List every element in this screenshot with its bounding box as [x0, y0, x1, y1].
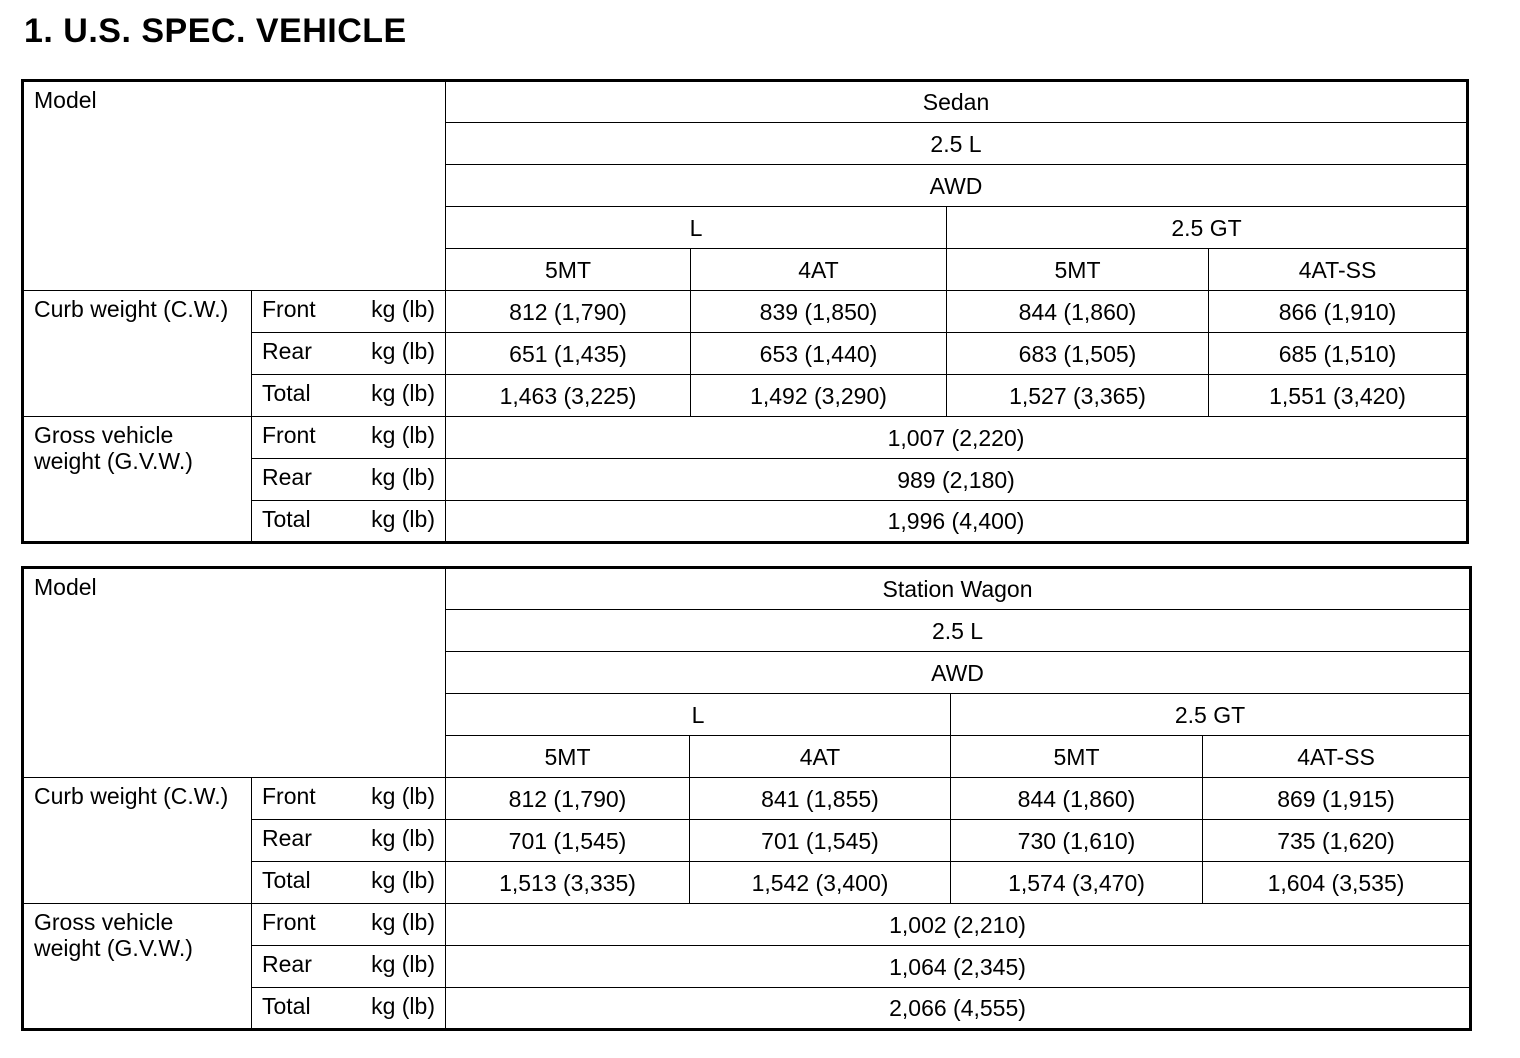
transmission-header: 4AT [690, 736, 951, 778]
table-row [23, 417, 1468, 459]
weight-value: 1,604 (3,535) [1203, 862, 1471, 904]
transmission-header: 5MT [951, 736, 1203, 778]
weight-value: 869 (1,915) [1203, 778, 1471, 820]
weight-value: 683 (1,505) [947, 333, 1209, 375]
gvw-label: Gross vehicle weight (G.V.W.) [23, 417, 252, 543]
weight-value: 866 (1,910) [1209, 291, 1468, 333]
curb-weight-label: Curb weight (C.W.) [23, 291, 252, 417]
weight-value: 1,463 (3,225) [446, 375, 691, 417]
row-unit: kg (lb) [371, 506, 435, 532]
header-row-body [23, 568, 1471, 610]
row-unit: kg (lb) [371, 867, 435, 893]
row-unit: kg (lb) [371, 296, 435, 322]
weight-value: 812 (1,790) [446, 778, 690, 820]
row-position: Rear [262, 825, 312, 851]
grade-header: 2.5 GT [951, 694, 1471, 736]
row-position: Front [262, 783, 316, 809]
transmission-header: 4AT [691, 249, 947, 291]
body-type: Station Wagon [446, 568, 1471, 610]
weight-value: 1,542 (3,400) [690, 862, 951, 904]
gvw-value: 989 (2,180) [446, 459, 1468, 501]
weight-value: 1,551 (3,420) [1209, 375, 1468, 417]
row-position: Total [262, 380, 311, 406]
model-label: Model [23, 81, 446, 291]
gvw-value: 1,996 (4,400) [446, 501, 1468, 543]
weight-value: 1,574 (3,470) [951, 862, 1203, 904]
row-item [252, 501, 446, 543]
weight-value: 730 (1,610) [951, 820, 1203, 862]
row-position: Front [262, 296, 316, 322]
engine-displacement: 2.5 L [446, 123, 1468, 165]
table-row [23, 904, 1471, 946]
row-position: Rear [262, 464, 312, 490]
gvw-label: Gross vehicle weight (G.V.W.) [23, 904, 252, 1030]
weight-value: 701 (1,545) [690, 820, 951, 862]
sedan-weight-table [21, 79, 1469, 544]
grade-header: L [446, 694, 951, 736]
table-row [23, 778, 1471, 820]
row-item [252, 375, 446, 417]
weight-value: 844 (1,860) [951, 778, 1203, 820]
row-unit: kg (lb) [371, 338, 435, 364]
weight-value: 812 (1,790) [446, 291, 691, 333]
row-item [252, 946, 446, 988]
body-type: Sedan [446, 81, 1468, 123]
row-unit: kg (lb) [371, 909, 435, 935]
row-position: Total [262, 993, 311, 1019]
gvw-value: 1,064 (2,345) [446, 946, 1471, 988]
weight-value: 735 (1,620) [1203, 820, 1471, 862]
wagon-weight-table [21, 566, 1472, 1031]
engine-displacement: 2.5 L [446, 610, 1471, 652]
header-row-body [23, 81, 1468, 123]
row-unit: kg (lb) [371, 422, 435, 448]
weight-value: 844 (1,860) [947, 291, 1209, 333]
transmission-header: 5MT [947, 249, 1209, 291]
weight-value: 1,492 (3,290) [691, 375, 947, 417]
row-position: Front [262, 422, 316, 448]
page-title: 1. U.S. SPEC. VEHICLE [24, 12, 407, 50]
weight-value: 1,513 (3,335) [446, 862, 690, 904]
row-item [252, 417, 446, 459]
row-unit: kg (lb) [371, 464, 435, 490]
row-position: Total [262, 506, 311, 532]
row-unit: kg (lb) [371, 380, 435, 406]
row-position: Front [262, 909, 316, 935]
row-item [252, 333, 446, 375]
weight-value: 685 (1,510) [1209, 333, 1468, 375]
row-item [252, 988, 446, 1030]
gvw-value: 1,007 (2,220) [446, 417, 1468, 459]
row-position: Total [262, 867, 311, 893]
row-item [252, 459, 446, 501]
gvw-value: 1,002 (2,210) [446, 904, 1471, 946]
row-unit: kg (lb) [371, 951, 435, 977]
transmission-header: 5MT [446, 249, 691, 291]
row-item [252, 862, 446, 904]
grade-header: 2.5 GT [947, 207, 1468, 249]
row-item [252, 291, 446, 333]
row-position: Rear [262, 338, 312, 364]
row-item [252, 778, 446, 820]
curb-weight-label: Curb weight (C.W.) [23, 778, 252, 904]
row-unit: kg (lb) [371, 993, 435, 1019]
weight-value: 841 (1,855) [690, 778, 951, 820]
transmission-header: 4AT-SS [1209, 249, 1468, 291]
row-item [252, 904, 446, 946]
row-unit: kg (lb) [371, 825, 435, 851]
weight-value: 1,527 (3,365) [947, 375, 1209, 417]
row-position: Rear [262, 951, 312, 977]
weight-value: 651 (1,435) [446, 333, 691, 375]
grade-header: L [446, 207, 947, 249]
gvw-value: 2,066 (4,555) [446, 988, 1471, 1030]
table-row [23, 291, 1468, 333]
weight-value: 839 (1,850) [691, 291, 947, 333]
drive-type: AWD [446, 165, 1468, 207]
row-unit: kg (lb) [371, 783, 435, 809]
row-item [252, 820, 446, 862]
transmission-header: 4AT-SS [1203, 736, 1471, 778]
weight-value: 701 (1,545) [446, 820, 690, 862]
weight-value: 653 (1,440) [691, 333, 947, 375]
drive-type: AWD [446, 652, 1471, 694]
transmission-header: 5MT [446, 736, 690, 778]
model-label: Model [23, 568, 446, 778]
